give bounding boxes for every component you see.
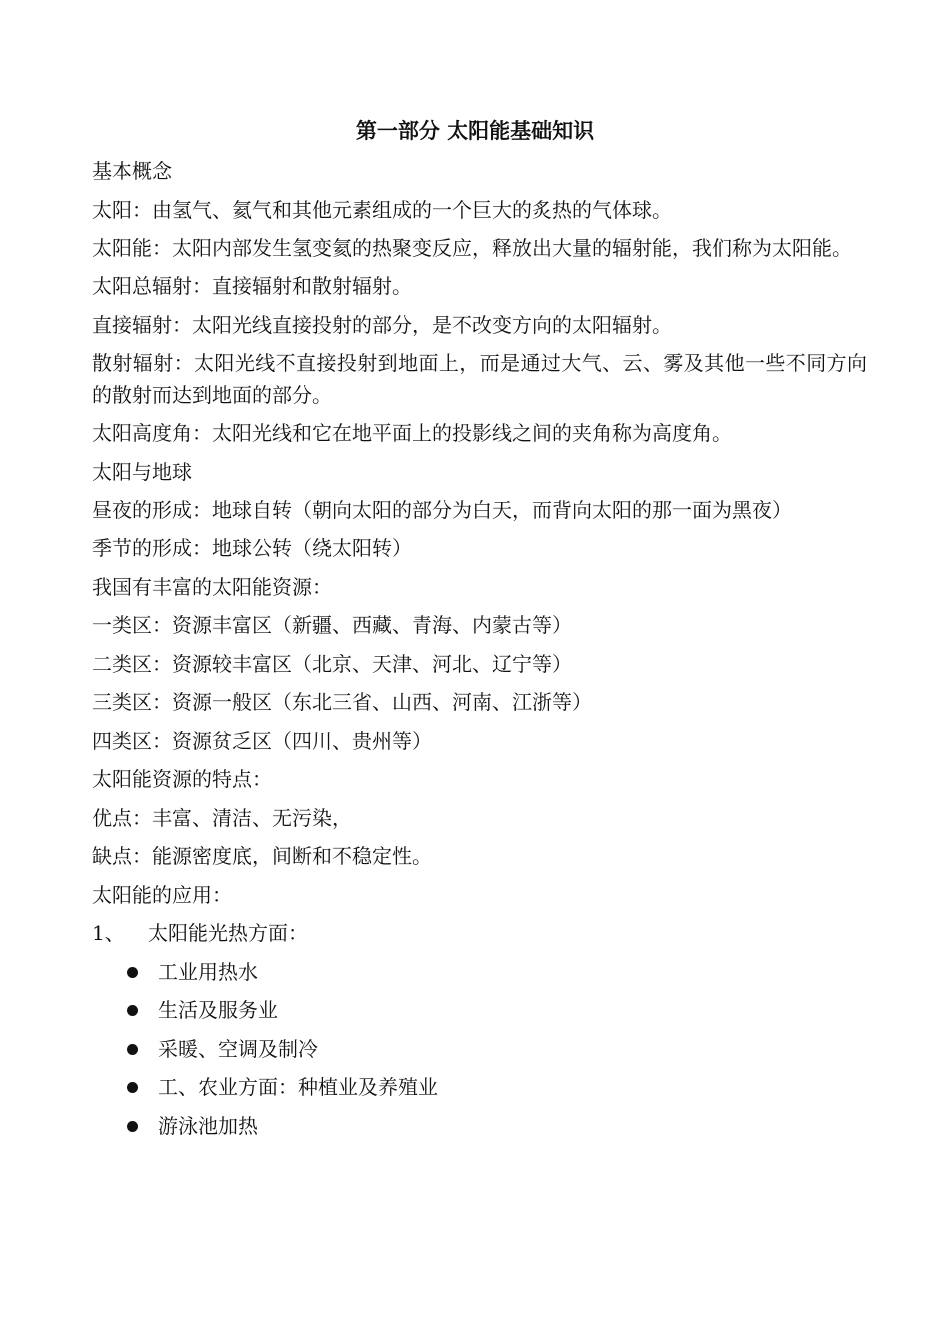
numbered-item-1 <box>92 914 867 953</box>
bullet-icon <box>127 967 138 978</box>
list-item-text: 采暖、空调及制冷 <box>158 1036 318 1061</box>
definition-sun: 太阳：由氢气、氦气和其他元素组成的一个巨大的炙热的气体球。 <box>92 197 672 222</box>
definition-total-radiation: 太阳总辐射：直接辐射和散射辐射。 <box>92 274 412 298</box>
definition-scattered-radiation: 散射辐射：太阳光线不直接投射到地面上，而是通过大气、云、雾及其他一些不同方向的散射而达到地面的部分。 <box>92 351 867 407</box>
section-heading-sun-and-earth: 太阳与地球 <box>92 459 192 484</box>
document-body <box>92 152 867 1145</box>
bullet-icon <box>127 1044 138 1055</box>
list-item <box>92 991 867 1030</box>
item-text: 太阳能光热方面： <box>148 921 308 945</box>
day-night-formation: 昼夜的形成：地球自转（朝向太阳的部分为白天，而背向太阳的那一面为黑夜） <box>92 498 792 522</box>
bullet-icon <box>127 1121 138 1132</box>
list-item <box>92 1107 867 1146</box>
list-item <box>92 953 867 992</box>
applications-heading: 太阳能的应用： <box>92 882 232 907</box>
definition-solar-altitude-angle: 太阳高度角：太阳光线和它在地平面上的投影线之间的夹角称为高度角。 <box>92 421 732 445</box>
resource-features-heading: 太阳能资源的特点： <box>92 767 272 791</box>
season-formation: 季节的形成：地球公转（绕太阳转） <box>92 536 412 560</box>
list-item-text: 生活及服务业 <box>158 998 278 1022</box>
advantages: 优点：丰富、清洁、无污染， <box>92 805 352 830</box>
resource-zone-1: 一类区：资源丰富区（新疆、西藏、青海、内蒙古等） <box>92 613 572 637</box>
list-item <box>92 1068 867 1107</box>
page-title: 第一部分 太阳能基础知识 <box>355 119 595 143</box>
bullet-icon <box>127 1082 138 1093</box>
bullet-icon <box>127 1005 138 1016</box>
list-item <box>92 1030 867 1069</box>
definition-solar-energy: 太阳能：太阳内部发生氢变氦的热聚变反应，释放出大量的辐射能，我们称为太阳能。 <box>92 236 852 260</box>
list-item-text: 工业用热水 <box>158 959 258 984</box>
list-item-text: 游泳池加热 <box>158 1113 258 1138</box>
list-item-text: 工、农业方面：种植业及养殖业 <box>158 1075 438 1099</box>
section-heading-basic-concepts: 基本概念 <box>92 159 172 183</box>
resource-zone-3: 三类区：资源一般区（东北三省、山西、河南、江浙等） <box>92 690 592 714</box>
resource-zone-2: 二类区：资源较丰富区（北京、天津、河北、辽宁等） <box>92 651 572 676</box>
disadvantages: 缺点：能源密度底，间断和不稳定性。 <box>92 844 432 868</box>
item-number: 1、 <box>92 921 125 945</box>
resources-heading: 我国有丰富的太阳能资源： <box>92 574 332 599</box>
bullet-list <box>92 953 867 1146</box>
definition-direct-radiation: 直接辐射：太阳光线直接投射的部分，是不改变方向的太阳辐射。 <box>92 312 672 337</box>
resource-zone-4: 四类区：资源贫乏区（四川、贵州等） <box>92 728 432 753</box>
